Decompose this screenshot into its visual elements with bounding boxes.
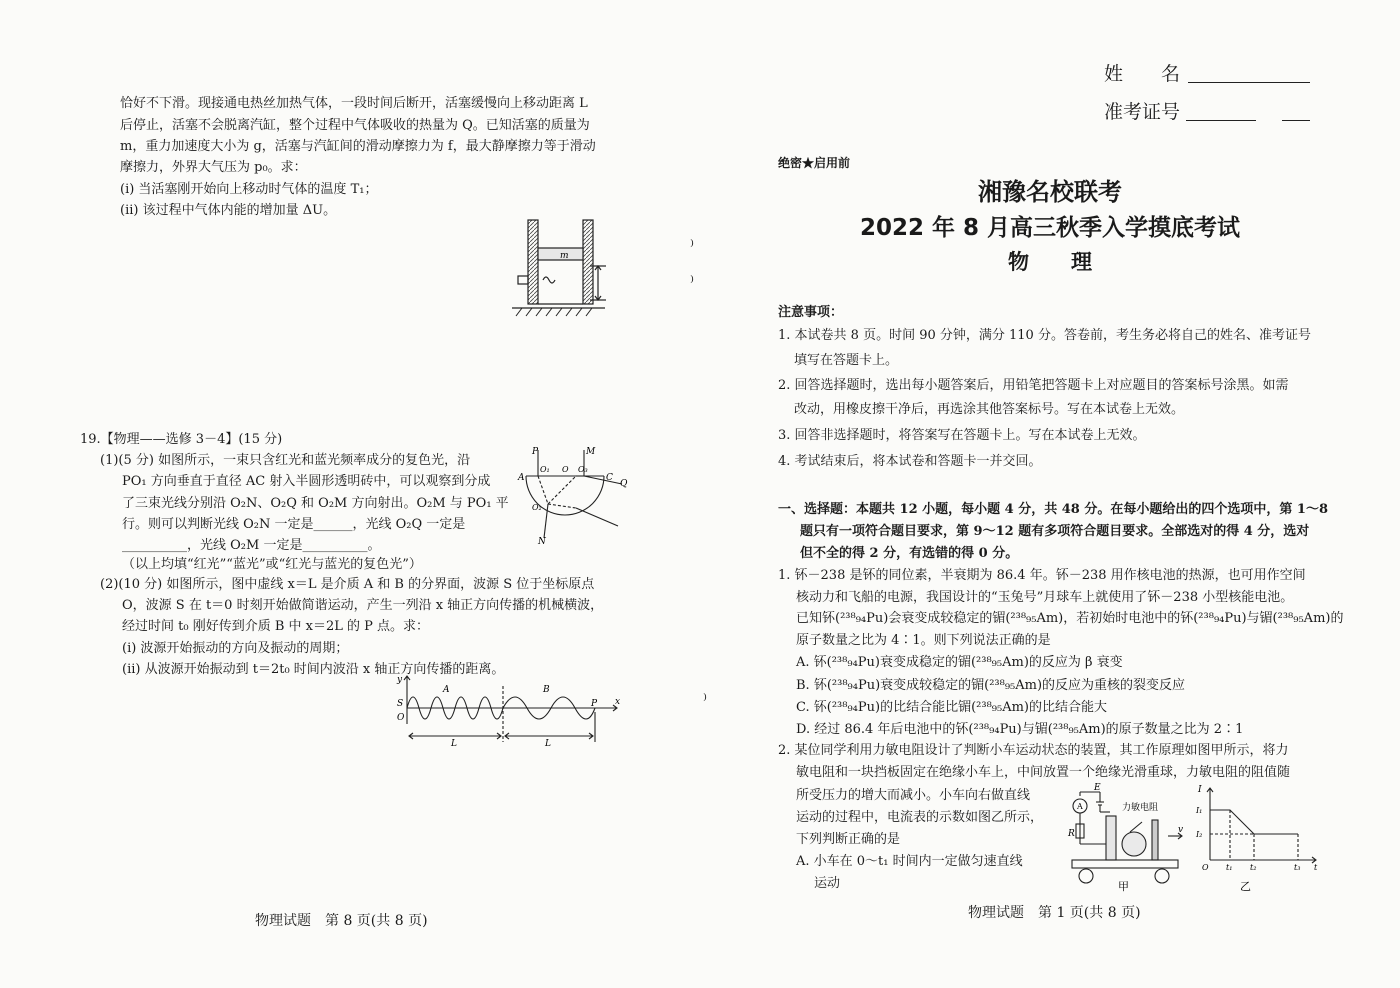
piston-mass-label: m	[560, 251, 569, 261]
q19-part2-line: 经过时间 t₀ 刚好传到介质 B 中 x＝2L 的 P 点。求：	[122, 619, 430, 634]
q18-line: (ii) 该过程中气体内能的增加量 ΔU。	[120, 203, 337, 218]
note-line: 1. 本试卷共 8 页。时间 90 分钟，满分 110 分。答卷前，考生务必将自己的姓名、准考证号	[778, 328, 1311, 343]
emf-label: E	[1094, 783, 1101, 793]
fig-label-a: A	[518, 473, 525, 483]
q1-option: A. 钚(²³⁸₉₄Pu)衰变成稳定的镅(²³⁸₉₅Am)的反应为 β 衰变	[796, 655, 1123, 670]
fig-label-q: Q	[620, 479, 628, 489]
name-label: 姓 名	[1104, 63, 1181, 85]
resistor-label: R	[1068, 829, 1075, 839]
axis-label-i: I	[1198, 785, 1202, 795]
wave-label-a: A	[443, 685, 450, 695]
q1-option: B. 钚(²³⁸₉₄Pu)衰变成较稳定的镅(²³⁸₉₅Am)的反应为重核的裂变反应	[796, 678, 1186, 693]
fig-label-o3: O₃	[578, 465, 588, 474]
exam-title: 湘豫名校联考	[978, 178, 1122, 206]
wave-label-l1: L	[451, 739, 457, 749]
axis-label-t: t	[1314, 863, 1318, 872]
q1-option: D. 经过 86.4 年后电池中的钚(²³⁸₉₄Pu)与镅(²³⁸₉₅Am)的原子数量之比为 2∶1	[796, 722, 1244, 737]
right-page	[700, 0, 1400, 988]
q19-part2-line: (i) 波源开始振动的方向及振动的周期；	[122, 641, 349, 656]
q2-option: 运动	[814, 876, 841, 891]
wave-label-x: x	[615, 697, 621, 707]
piston-figure	[510, 218, 630, 318]
fig-label-p: P	[532, 447, 539, 457]
q1-line: 1. 钚－238 是钚的同位素，半衰期为 86.4 年。钚－238 用作核电池的热源，也可用作空间	[778, 568, 1306, 583]
label-i2: I₂	[1196, 830, 1203, 839]
q19-title: 19.【物理——选修 3－4】(15 分)	[80, 432, 283, 447]
note-line: 改动，用橡皮擦干净后，再选涂其他答案标号。写在本试卷上无效。	[794, 402, 1185, 417]
note-line: 填写在答题卡上。	[794, 353, 899, 368]
current-graph-yi	[1196, 784, 1326, 892]
section1-line: 一、选择题：本题共 12 小题，每小题 4 分，共 48 分。在每小题给出的四个选项中，第 1～8	[778, 502, 1328, 517]
q19-part2-line: (2)(10 分) 如图所示，图中虚线 x＝L 是介质 A 和 B 的分界面，波源 S 位于坐标原点	[100, 577, 595, 592]
label-t1: t₁	[1226, 863, 1233, 872]
q2-line: 敏电阻和一块挡板固定在绝缘小车上，中间放置一个绝缘光滑重球，力敏电阻的阻值随	[796, 765, 1291, 780]
fig-label-o1: O₁	[540, 465, 550, 474]
semicircle-figure	[518, 446, 628, 546]
q2-line: 所受压力的增大而减小。小车向右做直线	[796, 788, 1031, 803]
q2-line: 2. 某位同学利用力敏电阻设计了判断小车运动状态的装置，其工作原理如图甲所示，将力	[778, 743, 1289, 758]
notes-title: 注意事项：	[778, 305, 844, 320]
q18-line: (i) 当活塞刚开始向上移动时气体的温度 T₁；	[120, 182, 378, 197]
id-blank-2	[1282, 120, 1310, 121]
note-line: 3. 回答非选择题时，将答案写在答题卡上。写在本试卷上无效。	[778, 428, 1146, 443]
q2-option: A. 小车在 0～t₁ 时间内一定做匀速直线	[796, 854, 1023, 869]
q19-part1-line: 行。则可以判断光线 O₂N 一定是______，光线 O₂Q 一定是	[122, 517, 466, 532]
force-sensor-label: 力敏电阻	[1122, 803, 1159, 813]
note-line: 4. 考试结束后，将本试卷和答题卡一并交回。	[778, 454, 1042, 469]
q19-part1-line: （以上均填“红光”“蓝光”或“红光与蓝光的复色光”）	[122, 557, 422, 572]
exam-subtitle: 2022 年 8 月高三秋季入学摸底考试	[859, 215, 1241, 241]
q19-part1-line: (1)(5 分) 如图所示，一束只含红光和蓝光频率成分的复色光，沿	[100, 453, 471, 468]
q19-part2-line: O，波源 S 在 t＝0 时刻开始做简谐运动，产生一列沿 x 轴正方向传播的机械横波，	[122, 598, 604, 613]
label-t2: t₂	[1250, 863, 1257, 872]
wave-label-o: O	[397, 713, 405, 723]
label-i1: I₁	[1196, 806, 1203, 815]
q18-line: 恰好不下滑。现接通电热丝加热气体，一段时间后断开，活塞缓慢向上移动距离 L	[120, 96, 588, 111]
q2-line: 下列判断正确的是	[796, 832, 901, 847]
wave-label-p: P	[591, 699, 598, 709]
q19-part1-line: PO₁ 方向垂直于直径 AC 射入半圆形透明砖中，可以观察到分成	[122, 474, 491, 489]
left-page-footer: 物理试题 第 8 页(共 8 页)	[255, 913, 428, 929]
label-t3: t₃	[1294, 863, 1301, 872]
wave-label-y: y	[397, 675, 403, 685]
label-origin: O	[1202, 863, 1209, 872]
right-page-footer: 物理试题 第 1 页(共 8 页)	[968, 905, 1141, 921]
fig-label-c: C	[606, 473, 613, 483]
fig-jia-caption: 甲	[1118, 880, 1129, 893]
section1-line: 题只有一项符合题目要求，第 9～12 题有多项符合题目要求。全部选对的得 4 分，选对	[800, 524, 1310, 539]
q1-option: C. 钚(²³⁸₉₄Pu)的比结合能比镅(²³⁸₉₅Am)的比结合能大	[796, 700, 1107, 715]
car-figure-jia	[1068, 784, 1198, 892]
fig-label-o2: O₂	[532, 503, 542, 512]
fig-yi-caption: 乙	[1240, 880, 1251, 893]
q1-line: 核动力和飞船的电源，我国设计的“玉兔号”月球车上就使用了钚－238 小型核能电池。	[796, 590, 1294, 605]
fig-label-o: O	[562, 465, 569, 474]
subject-title: 物 理	[1008, 250, 1092, 274]
q18-line: 后停止，活塞不会脱离汽缸，整个过程中气体吸收的热量为 Q。已知活塞的质量为	[120, 118, 590, 133]
fig-label-n: N	[538, 537, 546, 547]
note-line: 2. 回答选择题时，选出每小题答案后，用铅笔把答题卡上对应题目的答案标号涂黑。如需	[778, 378, 1289, 393]
q19-part1-line: __________，光线 O₂M 一定是__________。	[122, 538, 381, 553]
wave-figure	[395, 672, 625, 747]
fig-label-m: M	[586, 447, 596, 457]
wave-label-b: B	[543, 685, 550, 695]
id-label: 准考证号	[1104, 101, 1181, 123]
binding-hole-mark: ⁾	[703, 690, 707, 709]
id-blank	[1186, 120, 1256, 121]
q1-line: 已知钚(²³⁸₉₄Pu)会衰变成较稳定的镅(²³⁸₉₅Am)，若初始时电池中的钚(²³⁸₉₄Pu)与镅(²³⁸₉₅Am)的	[796, 611, 1344, 626]
wave-label-s: S	[397, 699, 404, 709]
q19-part2-line: (ii) 从波源开始振动到 t＝2t₀ 时间内波沿 x 轴正方向传播的距离。	[122, 662, 505, 677]
binding-hole-mark: ⁾	[690, 272, 694, 291]
ammeter-icon-label: A	[1077, 802, 1083, 811]
wave-label-l2: L	[545, 739, 551, 749]
q2-line: 运动的过程中，电流表的示数如图乙所示，	[796, 810, 1044, 825]
q1-line: 原子数量之比为 4∶1。则下列说法正确的是	[796, 633, 1051, 648]
name-blank	[1188, 82, 1310, 83]
velocity-label: v	[1178, 825, 1184, 835]
binding-hole-mark: ⁾	[690, 236, 694, 255]
q18-line: 摩擦力，外界大气压为 p₀。求：	[120, 160, 307, 175]
q19-part1-line: 了三束光线分别沿 O₂N、O₂Q 和 O₂M 方向射出。O₂M 与 PO₁ 平	[122, 496, 509, 511]
q18-line: m，重力加速度大小为 g，活塞与汽缸间的滑动摩擦力为 f，最大静摩擦力等于滑动	[120, 139, 596, 154]
secret-label: 绝密★启用前	[778, 156, 851, 170]
section1-line: 但不全的得 2 分，有选错的得 0 分。	[800, 546, 1019, 561]
